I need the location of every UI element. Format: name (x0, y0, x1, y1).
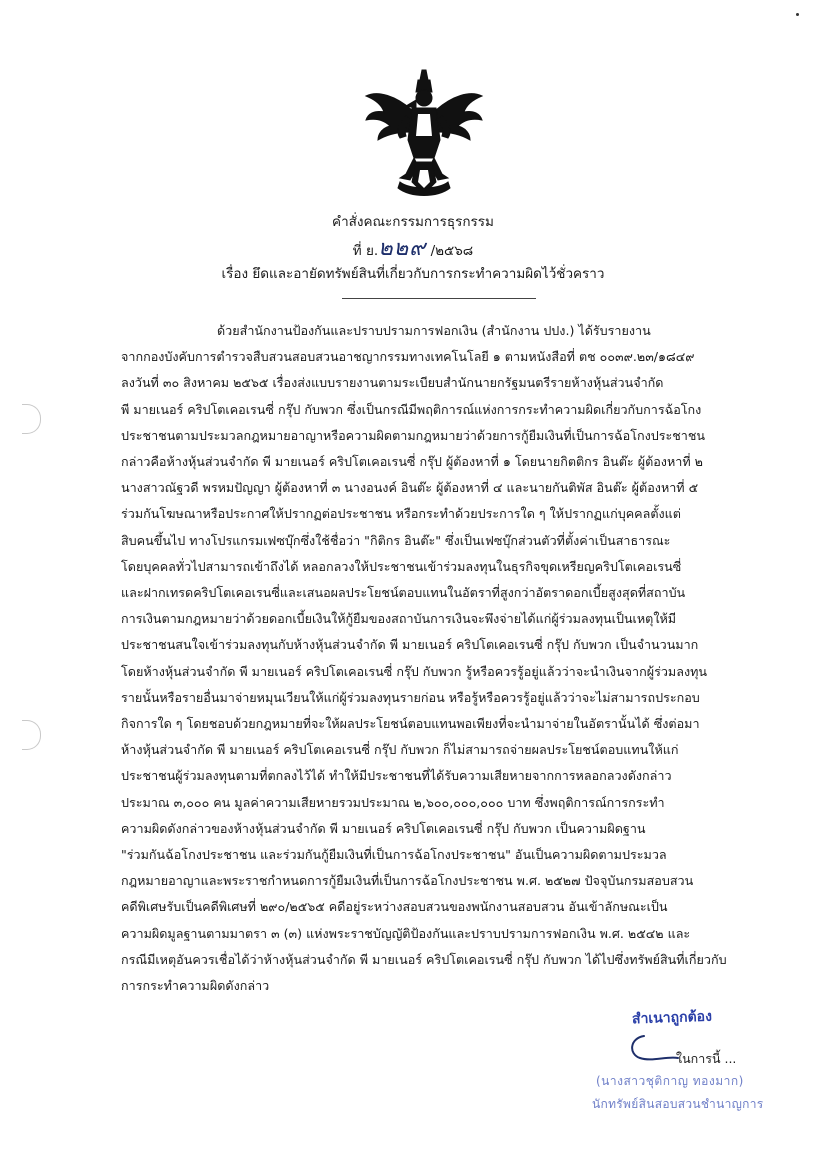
body-line: ร่วมกันโฆษณาหรือประกาศให้ปรากฏต่อประชาชน หรือกระทำด้วยประการใด ๆ ให้ปรากฏแก่บุคคลตั้งแต่ (121, 506, 681, 522)
body-line: กรณีมีเหตุอันควรเชื่อได้ว่าห้างหุ้นส่วนจำกัด พี มายเนอร์ คริปโตเคอเรนซี่ กรุ๊ป กับพวก ได้ไปซึ่งทรัพย์สินที่เกี่ยวกับ (121, 951, 727, 967)
body-line: สิบคนขึ้นไป ทางโปรแกรมเฟซบุ๊กซึ่งใช้ชื่อว่า "กิติกร อินต๊ะ" ซึ่งเป็นเฟซบุ๊กส่วนตัวที่ตั้งค่าเป็นสาธารณะ (121, 532, 671, 548)
signatory-name: (นางสาวชุติกาญ ทองมาก) (596, 1074, 744, 1088)
signatory-note: ในการนี้ ... (676, 1051, 737, 1066)
body-line: ประชาชนผู้ร่วมลงทุนตามที่ตกลงไว้ได้ ทำให้มีประชาชนที่ได้รับความเสียหายจากการหลอกลวงดังกล่าว (121, 768, 672, 784)
body-line: พี มายเนอร์ คริปโตเคอเรนซี่ กรุ๊ป กับพวก ซึ่งเป็นกรณีมีพฤติการณ์แห่งการกระทำความผิดเกี่ยวกับการฉ้อโกง (121, 401, 702, 417)
document-number (0, 230, 826, 265)
body-line: คดีพิเศษรับเป็นคดีพิเศษที่ ๒๙๐/๒๕๖๕ คดีอยู่ระหว่างสอบสวนของพนักงานสอบสวน อันเข้าลักษณะเป็น (121, 899, 668, 915)
header-divider (342, 298, 536, 299)
body-line: ด้วยสำนักงานป้องกันและปราบปรามการฟอกเงิน (สำนักงาน ปปง.) ได้รับรายงาน (217, 323, 651, 338)
signatory-position: นักทรัพย์สินสอบสวนชำนาญการ (592, 1097, 764, 1111)
body-line: ความผิดดังกล่าวของห้างหุ้นส่วนจำกัด พี มายเนอร์ คริปโตเคอเรนซี่ กรุ๊ป กับพวก เป็นความผิดฐาน (121, 820, 646, 836)
body-line: การกระทำความผิดดังกล่าว (121, 978, 270, 994)
hole-punch-mark (22, 404, 41, 434)
body-line: ประมาณ ๓,๐๐๐ คน มูลค่าความเสียหายรวมประมาณ ๒,๖๐๐,๐๐๐,๐๐๐ บาท ซึ่งพฤติการณ์การกระทำ (121, 794, 665, 810)
body-line: กล่าวคือห้างหุ้นส่วนจำกัด พี มายเนอร์ คริปโตเคอเรนซี่ กรุ๊ป ผู้ต้องหาที่ ๑ โดยนายกิตติกร อินต๊ะ ผู้ต้องหาที่ ๒ (121, 454, 703, 470)
body-line: นางสาวณัฐวดี พรหมปัญญา ผู้ต้องหาที่ ๓ นางอนงค์ อินต๊ะ ผู้ต้องหาที่ ๔ และนายกันติพัส อินต๊ะ ผู้ต้องหาที่ ๕ (121, 480, 699, 496)
subject-line: เรื่อง ยึดและอายัดทรัพย์สินที่เกี่ยวกับการกระทำความผิดไว้ชั่วคราว (221, 266, 605, 282)
body-line: การเงินตามกฎหมายว่าด้วยดอกเบี้ยเงินให้กู้ยืมของสถาบันการเงินจะพึงจ่ายได้แก่ผู้ร่วมลงทุนเป็นเหตุให้มี (121, 611, 677, 627)
body-line: ลงวันที่ ๓๐ สิงหาคม ๒๕๖๕ เรื่องส่งแบบรายงานตามระเบียบสำนักนายกรัฐมนตรีรายห้างหุ้นส่วนจำกัด (121, 375, 664, 391)
body-line: และฝากเทรดคริปโตเคอเรนซี่และเสนอผลประโยชน์ตอบแทนในอัตราที่สูงกว่าอัตราดอกเบี้ยสูงสุดที่สถาบัน (121, 585, 686, 601)
body-line: กฎหมายอาญาและพระราชกำหนดการกู้ยืมเงินที่เป็นการฉ้อโกงประชาชน พ.ศ. ๒๕๒๗ ปัจจุบันกรมสอบสวน (121, 873, 694, 889)
scan-speck (796, 13, 799, 16)
body-line: "ร่วมกันฉ้อโกงประชาชน และร่วมกันกู้ยืมเงินที่เป็นการฉ้อโกงประชาชน" อันเป็นความผิดตามประมวล (121, 847, 667, 863)
number-handwritten: ๒๒๙ (378, 236, 427, 261)
hole-punch-mark (22, 720, 41, 750)
body-line: โดยบุคคลทั่วไปสามารถเข้าถึงได้ หลอกลวงให้ประชาชนเข้าร่วมลงทุนในธุรกิจขุดเหรียญคริปโตเคอเรนซี่ (121, 558, 682, 574)
body-line: รายนั้นหรือรายอื่นมาจ่ายหมุนเวียนให้แก่ผู้ร่วมลงทุนรายก่อน หรือรู้หรือควรรู้อยู่แล้วว่าจะไม่สามารถประกอบ (121, 689, 700, 705)
certified-copy-stamp: สำเนาถูกต้อง (631, 1008, 713, 1028)
number-prefix: ที่ ย. (352, 243, 379, 259)
garuda-emblem-icon (360, 66, 488, 202)
body-line: ห้างหุ้นส่วนจำกัด พี มายเนอร์ คริปโตเคอเรนซี่ กรุ๊ป กับพวก ก็ไม่สามารถจ่ายผลประโยชน์ตอบแทนให้แก่ (121, 742, 679, 758)
body-line: ความผิดมูลฐานตามมาตรา ๓ (๓) แห่งพระราชบัญญัติป้องกันและปราบปรามการฟอกเงิน พ.ศ. ๒๕๔๒ และ (121, 925, 691, 941)
body-line: กิจการใด ๆ โดยชอบด้วยกฎหมายที่จะให้ผลประโยชน์ตอบแทนพอเพียงที่จะนำมาจ่ายในอัตรานั้นได้ ซึ่งต่อมา (121, 716, 700, 732)
order-title: คำสั่งคณะกรรมการธุรกรรม (332, 214, 494, 230)
body-line: ประชาชนสนใจเข้าร่วมลงทุนกับห้างหุ้นส่วนจำกัด พี มายเนอร์ คริปโตเคอเรนซี่ กรุ๊ป กับพวก เป็นจำนวนมาก (121, 637, 699, 653)
body-text (121, 318, 751, 999)
body-line: ประชาชนตามประมวลกฎหมายอาญาหรือความผิดตามกฎหมายว่าด้วยการกู้ยืมเงินที่เป็นการฉ้อโกงประชาชน (121, 427, 706, 443)
number-year: /๒๕๖๘ (430, 243, 474, 259)
body-line: โดยห้างหุ้นส่วนจำกัด พี มายเนอร์ คริปโตเคอเรนซี่ กรุ๊ป กับพวก รู้หรือควรรู้อยู่แล้วว่าจะนำเงินจากผู้ร่วมลงทุน (121, 663, 708, 679)
body-line: จากกองบังคับการตำรวจสืบสวนสอบสวนอาชญากรรมทางเทคโนโลยี ๑ ตามหนังสือที่ ตช ๐๐๓๙.๒๓/๑๘๔๙ (121, 349, 695, 365)
